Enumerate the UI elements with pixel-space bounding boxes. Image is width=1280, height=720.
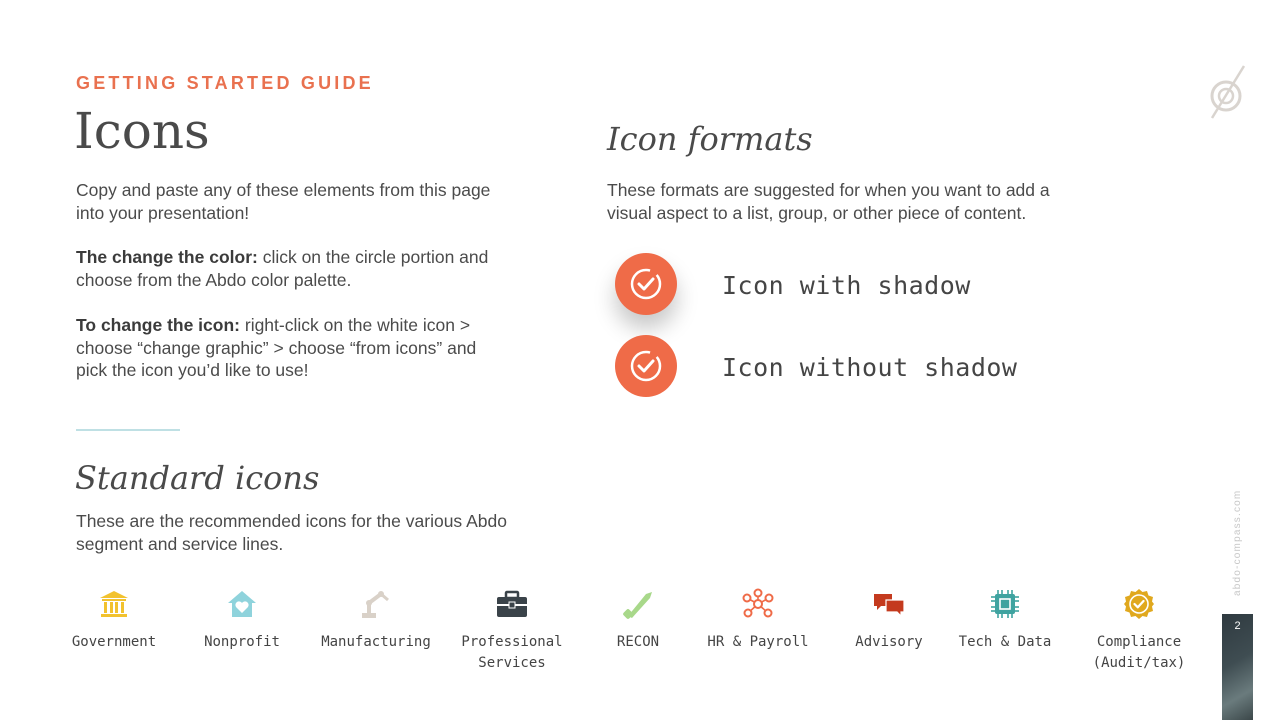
page-number: 2 <box>1234 620 1241 632</box>
color-instructions-text: click on the circle portion and choose from the Abdo color palette. <box>76 247 489 290</box>
badge-check-icon <box>1123 588 1155 620</box>
standard-icon-label: Manufacturing <box>321 634 431 650</box>
speech-bubbles-icon <box>872 588 906 620</box>
check-icon <box>629 349 663 383</box>
format-label-with-shadow: Icon with shadow <box>722 271 971 300</box>
compass-logo-icon <box>1204 62 1250 122</box>
briefcase-icon <box>495 588 529 620</box>
icon-instructions-text: right-click on the white icon > choose “change graphic” > choose “from icons” and pick the icon you’d like to use! <box>76 315 477 380</box>
color-instructions-title: The change the color: <box>76 247 258 267</box>
page-title: Icons <box>74 102 210 160</box>
section-divider <box>76 429 180 431</box>
check-icon <box>629 267 663 301</box>
standard-icon-label: Advisory <box>855 634 923 650</box>
color-instructions <box>76 246 496 291</box>
house-heart-icon <box>226 588 258 620</box>
chip-icon <box>989 588 1021 620</box>
standard-icon-label: Tech & Data <box>958 634 1052 650</box>
icon-instructions-title: To change the icon: <box>76 315 240 335</box>
format-label-without-shadow: Icon without shadow <box>722 353 1018 382</box>
robot-arm-icon <box>359 588 393 620</box>
standard-icon-label: Nonprofit <box>204 634 280 650</box>
standard-icon-compliance[interactable] <box>1064 588 1214 674</box>
eyebrow-label: GETTING STARTED GUIDE <box>76 73 374 93</box>
standard-icons-description: These are the recommended icons for the various Abdo segment and service lines. <box>76 511 507 554</box>
standard-icon-label: Compliance (Audit/tax) <box>1092 634 1186 671</box>
standard-icon-label: Government <box>71 634 157 650</box>
standard-icon-manufacturing[interactable] <box>301 588 451 653</box>
intro-paragraph: Copy and paste any of these elements from this page into your presentation! <box>76 180 491 223</box>
website-url: abdo-compass.com <box>1232 489 1243 596</box>
government-building-icon <box>98 588 130 620</box>
format-icon-with-shadow[interactable] <box>615 253 677 315</box>
standard-icons-heading: Standard icons <box>75 459 320 497</box>
icon-formats-heading: Icon formats <box>607 120 813 158</box>
standard-icon-label: Professional Services <box>461 634 563 671</box>
standard-icon-tech-data[interactable] <box>930 588 1080 653</box>
format-icon-without-shadow[interactable] <box>615 335 677 397</box>
people-network-icon <box>741 588 775 620</box>
icon-instructions <box>76 314 506 382</box>
standard-icon-label: HR & Payroll <box>707 634 809 650</box>
saw-icon <box>622 588 654 620</box>
icon-formats-description: These formats are suggested for when you want to add a visual aspect to a list, group, or other piece of content. <box>607 180 1050 223</box>
standard-icon-nonprofit[interactable] <box>167 588 317 653</box>
standard-icon-hr-payroll[interactable] <box>683 588 833 653</box>
standard-icon-label: RECON <box>616 634 660 650</box>
